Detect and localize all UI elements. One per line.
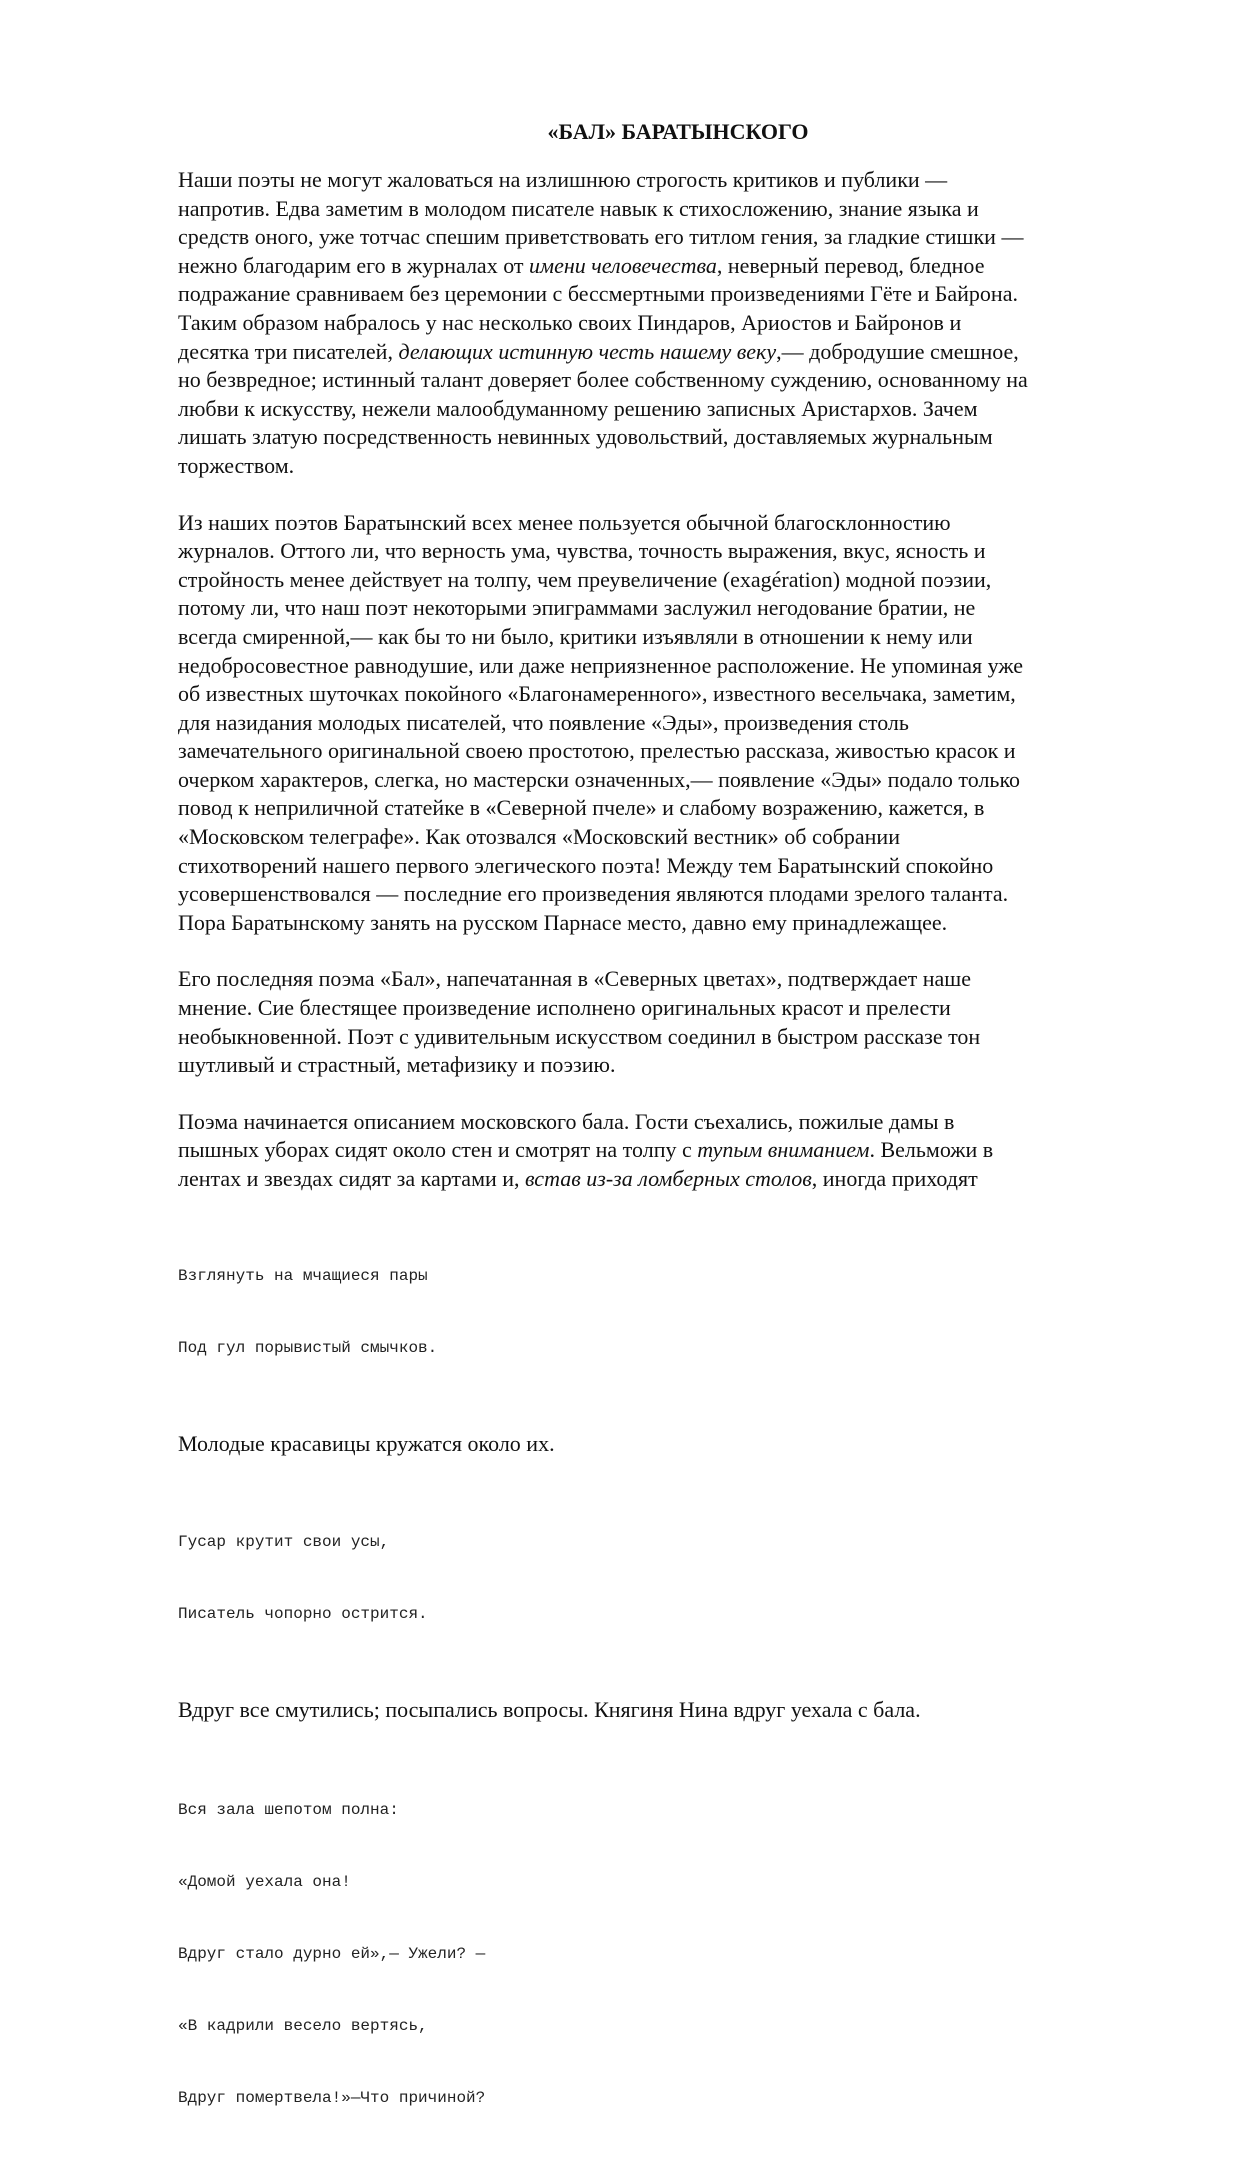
text-line: подражание сравниваем без церемонии с бессмертными произведениями Гёте и Байрона. — [178, 281, 1018, 307]
verse-1 — [178, 1216, 1168, 1408]
verse-line: «Домой уехала она! — [178, 1872, 351, 1891]
text-line: лишать златую посредственность невинных удовольствий, доставляемых журнальным — [178, 424, 993, 450]
text-line: потому ли, что наш поэт некоторыми эпиграммами заслужил негодование братии, не — [178, 595, 976, 621]
text-line: торжеством. — [178, 452, 295, 478]
paragraph-4 — [178, 1108, 1168, 1194]
text-line: журналов. Оттого ли, что верность ума, чувства, точность выражения, вкус, ясность и — [178, 538, 986, 564]
text-line: замечательного оригинальной своею простотою, прелестью рассказа, живостью красок и — [178, 738, 1016, 764]
italic-phrase: имени человечества — [529, 252, 717, 278]
document-title: «БАЛ» БАРАТЫНСКОГО — [547, 119, 809, 144]
verse-line: Гусар крутит свои усы, — [178, 1532, 390, 1551]
verse-line: Под гул порывистый смычков. — [178, 1338, 438, 1357]
narrative-line-2: Вдруг все смутились; посыпались вопросы. Княгиня Нина вдруг уехала с бала. — [178, 1696, 921, 1722]
text-line: лентах и звездах сидят за картами и, встав из-за ломберных столов, иногда приходят — [178, 1166, 978, 1191]
italic-phrase: тупым вниманием — [697, 1137, 870, 1163]
paragraph-2 — [178, 509, 1168, 938]
text-line: Таким образом набралось у нас несколько своих Пиндаров, Ариостов и Байронов и — [178, 309, 962, 335]
verse-line: «В кадрили весело вертясь, — [178, 2016, 428, 2035]
text-line: десятка три писателей, делающих истинную честь нашему веку,— добродушие смешное, — [178, 338, 1019, 364]
text-line: мнение. Сие блестящее произведение исполнено оригинальных красот и прелести — [178, 995, 951, 1021]
narrative-line-1: Молодые красавицы кружатся около их. — [178, 1430, 555, 1456]
text-line: «Московском телеграфе». Как отозвался «Московский вестник» об собрании — [178, 824, 900, 850]
text-line: средств оного, уже тотчас спешим приветствовать его титлом гения, за гладкие стишки — — [178, 224, 1024, 250]
text-line: Поэма начинается описанием московского бала. Гости съехались, пожилые дамы в — [178, 1108, 955, 1134]
text-line: повод к неприличной статейке в «Северной пчеле» и слабому возражению, кажется, в — [178, 795, 985, 821]
text-line: усовершенствовался — последние его произведения являются плодами зрелого таланта. — [178, 881, 1009, 907]
text-line: Пора Баратынскому занять на русском Парнасе место, давно ему принадлежащее. — [178, 909, 948, 935]
document-page — [178, 118, 1168, 2158]
paragraph-1 — [178, 166, 1168, 481]
text-line: очерком характеров, слегка, но мастерски означенных,— появление «Эды» подало только — [178, 766, 1021, 792]
text-line: нежно благодарим его в журналах от имени человечества, неверный перевод, бледное — [178, 252, 985, 278]
text-line: всегда смиренной,— как бы то ни было, критики изъявляли в отношении к нему или — [178, 623, 973, 649]
text-line: но безвредное; истинный талант доверяет более собственному суждению, основанному на — [178, 367, 1028, 393]
text-line: стройность менее действует на толпу, чем преувеличение (exagération) модной поэзии, — [178, 566, 992, 592]
verse-3 — [178, 1750, 1168, 2158]
italic-phrase: встав из-за ломберных столов — [525, 1166, 812, 1191]
text-line: Из наших поэтов Баратынский всех менее пользуется обычной благосклонностию — [178, 509, 951, 535]
text-line: необыкновенной. Поэт с удивительным искусством соединил в быстром рассказе тон — [178, 1023, 981, 1049]
text-line: для назидания молодых писателей, что появление «Эды», произведения столь — [178, 709, 909, 735]
paragraph-3 — [178, 965, 1168, 1079]
italic-phrase: делающих истинную честь нашему веку — [398, 338, 777, 364]
verse-2 — [178, 1482, 1168, 1674]
text-line: напротив. Едва заметим в молодом писателе навык к стихосложению, знание языка и — [178, 195, 979, 221]
verse-line: Вся зала шепотом полна: — [178, 1800, 399, 1819]
verse-line: Вдруг стало дурно ей»,— Ужели? — — [178, 1944, 486, 1963]
text-line: шутливый и страстный, метафизику и поэзию. — [178, 1052, 616, 1078]
text-line: пышных уборах сидят около стен и смотрят на толпу с тупым вниманием. Вельможи в — [178, 1137, 994, 1163]
verse-line: Вдруг помертвела!»—Что причиной? — [178, 2088, 486, 2107]
verse-line: Писатель чопорно острится. — [178, 1604, 428, 1623]
text-line: любви к искусству, нежели малообдуманному решению записных Аристархов. Зачем — [178, 395, 978, 421]
verse-line: Взглянуть на мчащиеся пары — [178, 1266, 428, 1285]
text-line: Наши поэты не могут жаловаться на излишнюю строгость критиков и публики — — [178, 167, 948, 192]
text-line: недобросовестное равнодушие, или даже неприязненное расположение. Не упоминая уже — [178, 652, 1024, 678]
text-line: Его последняя поэма «Бал», напечатанная в «Северных цветах», подтверждает наше — [178, 966, 971, 992]
text-line: стихотворений нашего первого элегического поэта! Между тем Баратынский спокойно — [178, 852, 994, 878]
text-line: об известных шуточках покойного «Благонамеренного», известного весельчака, заметим, — [178, 681, 1016, 707]
